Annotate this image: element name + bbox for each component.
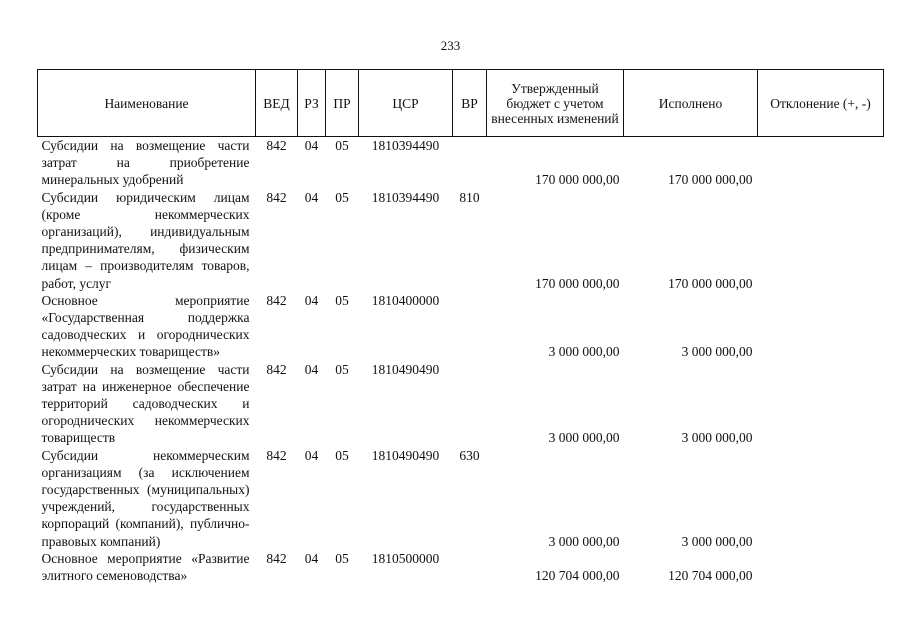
row-executed: 170 000 000,00 xyxy=(668,172,753,188)
row-deviation xyxy=(758,137,884,189)
row-pr: 05 xyxy=(335,361,349,377)
header-ved: ВЕД xyxy=(256,70,298,137)
row-ved: 842 xyxy=(266,292,287,308)
header-vr: ВР xyxy=(453,70,487,137)
table-header xyxy=(38,70,884,137)
row-executed: 3 000 000,00 xyxy=(681,344,753,360)
row-executed: 3 000 000,00 xyxy=(681,533,753,549)
row-executed: 170 000 000,00 xyxy=(668,275,753,291)
header-csr: ЦСР xyxy=(359,70,453,137)
row-deviation xyxy=(758,292,884,361)
row-rz: 04 xyxy=(304,361,319,377)
row-approved: 3 000 000,00 xyxy=(548,344,620,360)
header-name: Наименование xyxy=(38,70,256,137)
row-name: Основное мероприятие «Государственная поддержка садоводческих и огороднических некоммерческих товариществ» xyxy=(41,292,250,360)
row-ved: 842 xyxy=(266,550,287,566)
row-vr: 810 xyxy=(459,189,480,205)
table-row xyxy=(38,361,884,447)
row-name: Основное мероприятие «Развитие элитного семеноводства» xyxy=(41,550,250,584)
header-rz: РЗ xyxy=(298,70,326,137)
row-csr: 1810490490 xyxy=(371,447,440,463)
row-executed: 120 704 000,00 xyxy=(668,568,753,584)
header-approved: Утвержденный бюджет с учетом внесенных изменений xyxy=(487,70,624,137)
row-approved: 120 704 000,00 xyxy=(535,568,620,584)
page-number: 233 xyxy=(440,38,461,53)
row-deviation xyxy=(758,361,884,447)
table-row xyxy=(38,292,884,361)
row-approved: 170 000 000,00 xyxy=(535,172,620,188)
row-rz: 04 xyxy=(304,550,319,566)
row-ved: 842 xyxy=(266,361,287,377)
row-rz: 04 xyxy=(304,138,319,153)
row-vr xyxy=(453,292,487,361)
row-rz: 04 xyxy=(304,447,319,463)
row-ved: 842 xyxy=(266,189,287,205)
row-name: Субсидии некоммерческим организациям (за исключением государственных (муниципальных) учреждений, государственных корпораций (компаний), публично-правовых компаний) xyxy=(41,447,250,549)
row-approved: 3 000 000,00 xyxy=(548,430,620,446)
row-pr: 05 xyxy=(335,550,349,566)
row-vr xyxy=(453,550,487,584)
row-vr: 630 xyxy=(459,447,480,463)
row-deviation xyxy=(758,189,884,292)
row-pr: 05 xyxy=(335,447,349,463)
row-rz: 04 xyxy=(304,189,319,205)
row-ved: 842 xyxy=(266,447,287,463)
row-rz: 04 xyxy=(304,292,319,308)
table-row xyxy=(38,137,884,189)
row-vr xyxy=(453,137,487,189)
row-ved: 842 xyxy=(266,138,287,153)
row-csr: 1810400000 xyxy=(371,292,440,308)
table-row xyxy=(38,189,884,292)
row-deviation xyxy=(758,550,884,584)
row-csr: 1810394490 xyxy=(371,189,440,205)
row-vr xyxy=(453,361,487,447)
row-approved: 170 000 000,00 xyxy=(535,275,620,291)
budget-table xyxy=(37,69,884,584)
row-executed: 3 000 000,00 xyxy=(681,430,753,446)
row-csr: 1810490490 xyxy=(371,361,440,377)
table-row xyxy=(38,447,884,550)
header-executed: Исполнено xyxy=(624,70,758,137)
row-csr: 1810500000 xyxy=(371,550,440,566)
row-pr: 05 xyxy=(335,189,349,205)
row-deviation xyxy=(758,447,884,550)
row-name: Субсидии на возмещение части затрат на приобретение минеральных удобрений xyxy=(41,138,250,188)
table-body xyxy=(38,137,884,585)
header-deviation: Отклонение (+, -) xyxy=(758,70,884,137)
row-pr: 05 xyxy=(335,138,349,153)
row-name: Субсидии юридическим лицам (кроме некоммерческих организаций), индивидуальным предпринимателям, физическим лицам – производителям товаров, работ, услуг xyxy=(41,189,250,291)
row-name: Субсидии на возмещение части затрат на инженерное обеспечение территорий садоводческих и огороднических некоммерческих товариществ xyxy=(41,361,250,446)
header-pr: ПР xyxy=(326,70,359,137)
row-approved: 3 000 000,00 xyxy=(548,533,620,549)
row-pr: 05 xyxy=(335,292,349,308)
row-csr: 1810394490 xyxy=(371,138,440,153)
table-row xyxy=(38,550,884,584)
